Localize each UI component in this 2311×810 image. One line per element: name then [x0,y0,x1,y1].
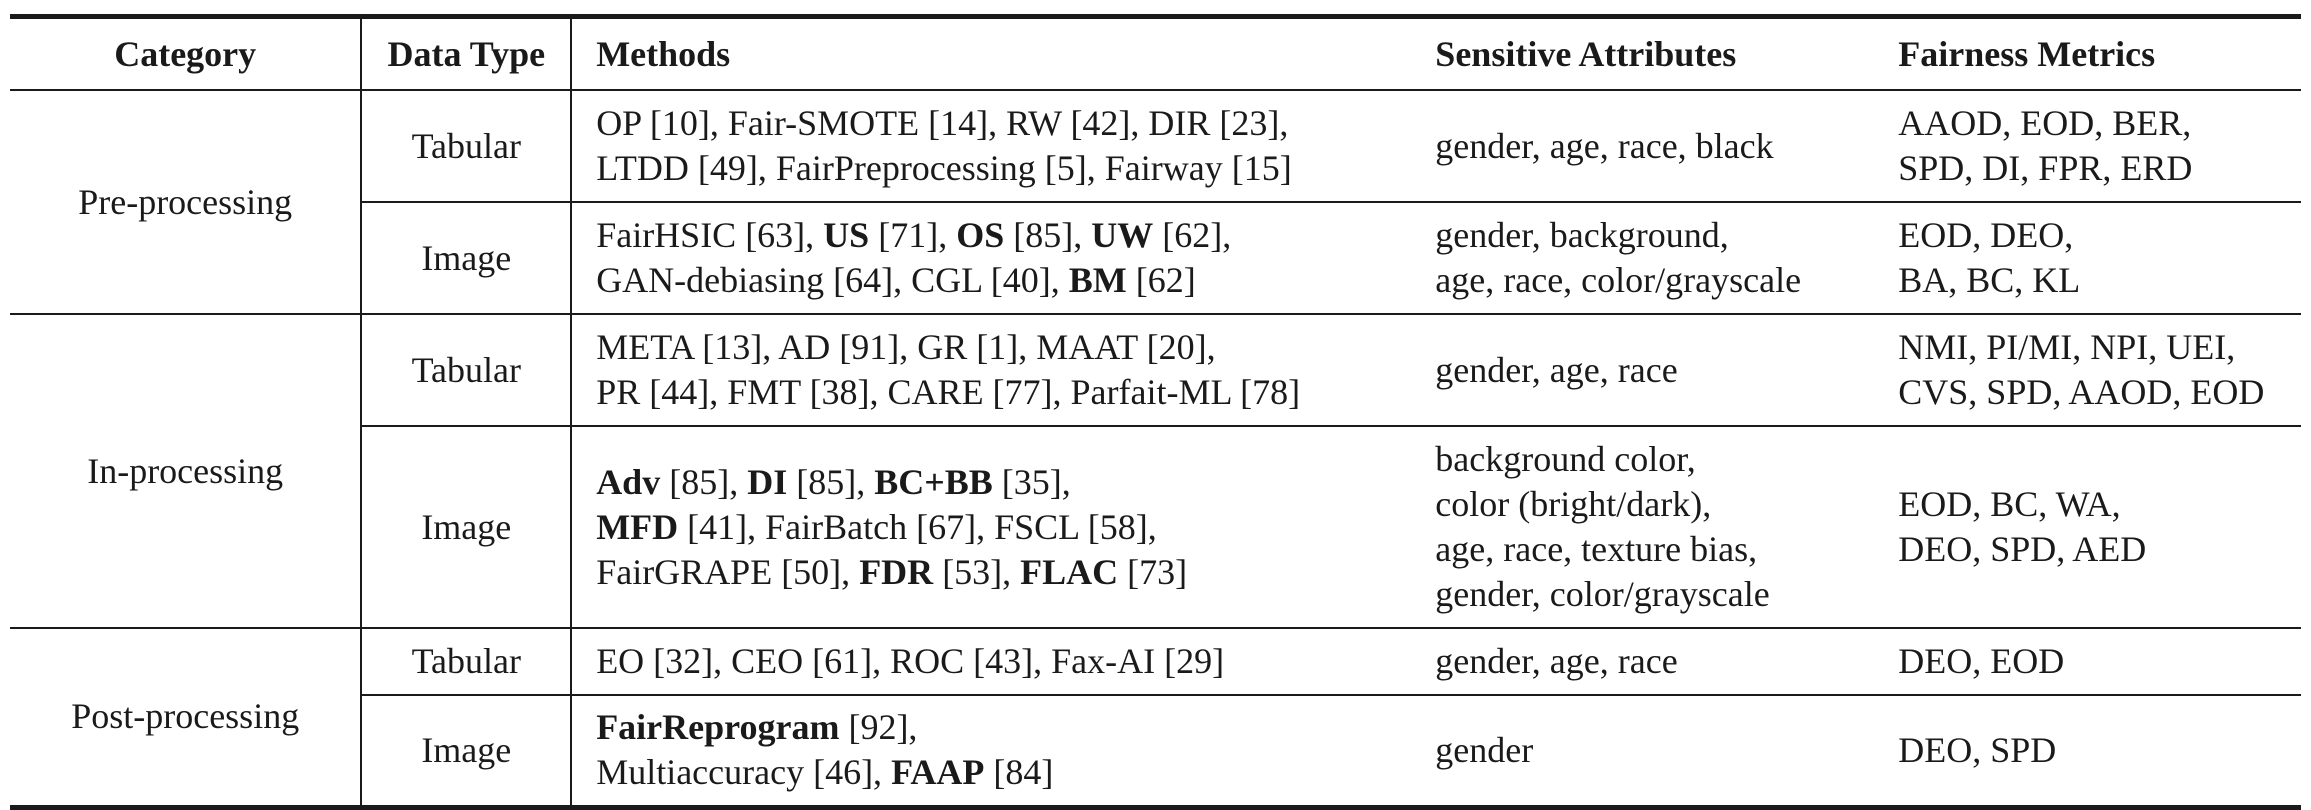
attributes-line: gender, background, [1435,215,1729,255]
metrics-line: NMI, PI/MI, NPI, UEI, [1898,327,2236,367]
method-name-bold: BM [1068,260,1127,300]
methods-line [596,550,1387,595]
method-name-bold: DI [747,461,788,502]
header-methods: Methods [596,33,731,74]
header-sensitive-attributes: Sensitive Attributes [1435,33,1737,74]
metrics-line: DEO, EOD [1898,641,2065,681]
metrics-line: EOD, DEO, [1898,215,2074,255]
method-name-bold: FairReprogram [596,707,840,748]
metrics-cell [1874,90,2301,202]
methods-line [596,639,1387,684]
method-name-bold: MFD [596,506,679,547]
attributes-cell [1411,314,1874,426]
metrics-line: AAOD, EOD, BER, [1898,103,2192,143]
method-text: [85], [660,461,748,502]
method-text: [53], [933,551,1021,592]
method-text: [35], [992,461,1071,502]
method-text: FairGRAPE [50], [596,551,860,592]
data-type-cell: Tabular [361,628,571,695]
metrics-line: BA, BC, KL [1898,260,2081,300]
method-text: OP [10], Fair-SMOTE [14], RW [42], DIR [23], [596,103,1289,143]
group-pre-processing [10,90,2301,314]
metrics-cell [1874,695,2301,807]
table-row [10,628,2301,695]
method-name-bold: BC+BB [874,461,993,502]
methods-cell [571,628,1411,695]
metrics-cell [1874,628,2301,695]
category-cell: Post-processing [10,628,361,807]
attributes-cell [1411,90,1874,202]
methods-line [596,146,1387,191]
metrics-line: DEO, SPD [1898,729,2057,770]
data-type-cell: Tabular [361,314,571,426]
method-text: [85], [787,461,875,502]
attributes-line: gender, color/grayscale [1435,574,1770,614]
method-name-bold: FAAP [891,752,985,793]
methods-line [596,258,1387,303]
table-row [10,314,2301,426]
metrics-line: SPD, DI, FPR, ERD [1898,148,2193,188]
method-text: [92], [839,707,918,748]
attributes-line: gender, age, race [1435,349,1678,390]
methods-line [596,325,1387,370]
method-name-bold: FLAC [1020,551,1119,592]
method-text: PR [44], FMT [38], CARE [77], Parfait-ML [78] [596,372,1301,412]
table-row [10,90,2301,202]
group-post-processing [10,628,2301,807]
attributes-cell [1411,202,1874,314]
methods-cell [571,314,1411,426]
methods-line [596,750,1387,795]
attributes-line: background color, [1435,439,1696,479]
method-name-bold: FDR [859,551,934,592]
group-in-processing [10,314,2301,628]
header-category: Category [10,17,361,91]
attributes-line: age, race, texture bias, [1435,529,1758,569]
metrics-line: DEO, SPD, AED [1898,529,2147,569]
attributes-line: gender, age, race [1435,641,1678,681]
attributes-cell [1411,695,1874,807]
data-type-cell: Image [361,426,571,628]
attributes-line: gender, age, race, black [1435,125,1774,166]
metrics-cell [1874,426,2301,628]
method-text: [62], [1153,215,1232,255]
methods-line [596,213,1387,258]
data-type-cell: Tabular [361,90,571,202]
methods-line [596,460,1387,505]
attributes-cell [1411,426,1874,628]
attributes-line: age, race, color/grayscale [1435,260,1802,300]
method-text: [71], [869,215,957,255]
attributes-line: color (bright/dark), [1435,484,1712,524]
method-text: Multiaccuracy [46], [596,752,892,793]
attributes-cell [1411,628,1874,695]
method-text: EO [32], CEO [61], ROC [43], Fax-AI [29] [596,641,1225,681]
header-fairness-metrics: Fairness Metrics [1898,33,2156,74]
category-cell: In-processing [10,314,361,628]
data-type-cell: Image [361,202,571,314]
method-text: META [13], AD [91], GR [1], MAAT [20], [596,327,1216,367]
metrics-cell [1874,314,2301,426]
method-name-bold: US [823,215,870,255]
metrics-line: CVS, SPD, AAOD, EOD [1898,372,2265,412]
method-text: FairHSIC [63], [596,215,824,255]
methods-table [10,14,2301,810]
metrics-line: EOD, BC, WA, [1898,484,2121,524]
methods-cell [571,426,1411,628]
method-text: [84] [984,752,1054,793]
methods-cell [571,90,1411,202]
method-name-bold: OS [956,215,1005,255]
methods-cell [571,202,1411,314]
method-text: [73] [1118,551,1188,592]
method-text: [62] [1126,260,1196,300]
method-text: [41], FairBatch [67], FSCL [58], [678,506,1157,547]
method-name-bold: Adv [596,461,661,502]
metrics-cell [1874,202,2301,314]
header-row [10,17,2301,91]
attributes-line: gender [1435,729,1534,770]
table-header [10,17,2301,91]
methods-cell [571,695,1411,807]
methods-line [596,370,1387,415]
methods-line [596,505,1387,550]
methods-line [596,705,1387,750]
data-type-cell: Image [361,695,571,807]
method-text: [85], [1004,215,1092,255]
method-name-bold: UW [1091,215,1154,255]
category-cell: Pre-processing [10,90,361,314]
methods-line [596,101,1387,146]
method-text: GAN-debiasing [64], CGL [40], [596,260,1069,300]
method-text: LTDD [49], FairPreprocessing [5], Fairway [15] [596,148,1292,188]
header-data-type: Data Type [361,17,571,91]
